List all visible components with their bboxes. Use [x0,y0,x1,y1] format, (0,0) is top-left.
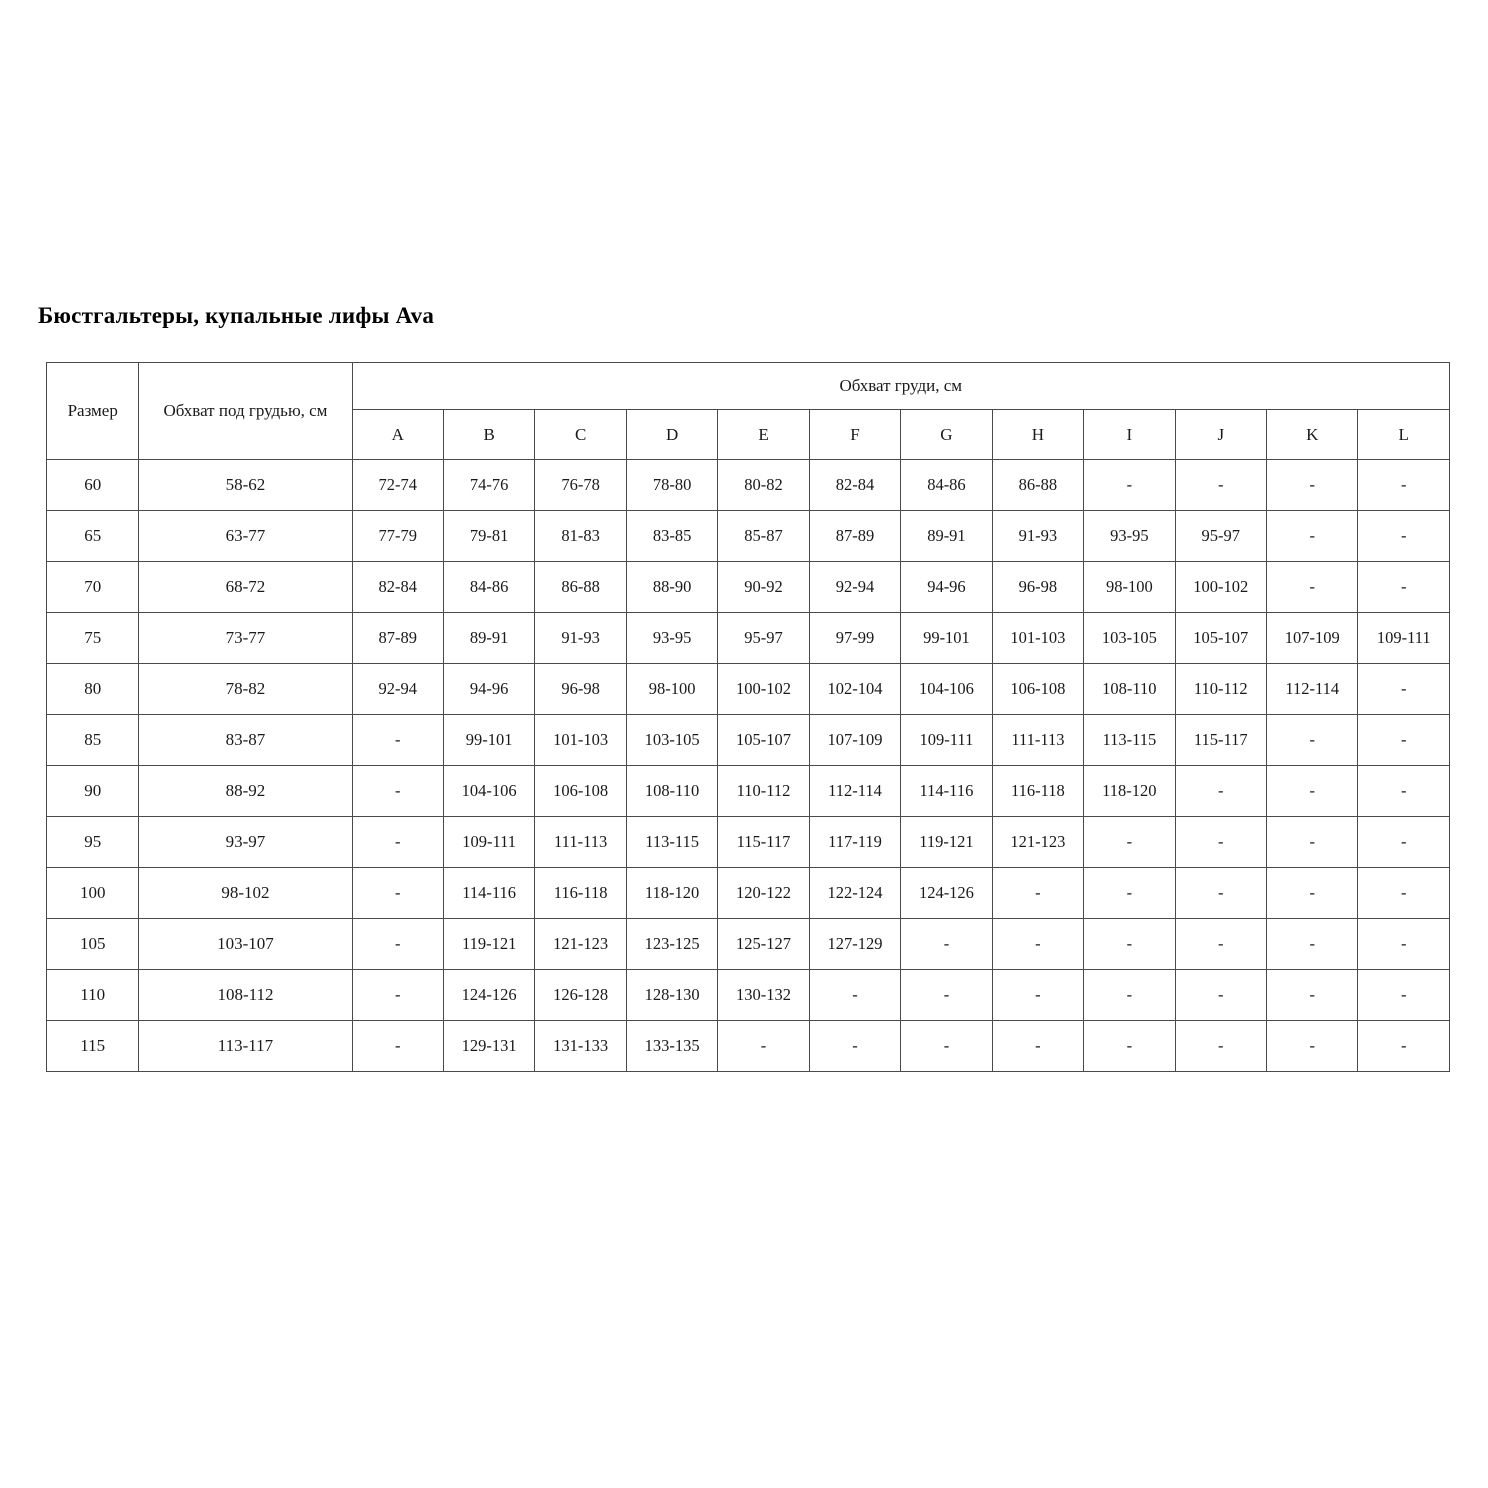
cell-cup-h: 111-113 [992,715,1083,766]
cell-cup-i: - [1084,817,1175,868]
cell-cup-b: 74-76 [443,460,534,511]
cell-cup-i: - [1084,868,1175,919]
cell-cup-g: - [901,970,992,1021]
header-cup-h: H [992,410,1083,460]
cell-underbust: 58-62 [139,460,352,511]
cell-cup-c: 106-108 [535,766,626,817]
cell-cup-k: - [1267,868,1358,919]
table-row [47,460,1450,511]
cell-cup-h: 96-98 [992,562,1083,613]
cell-cup-a: 72-74 [352,460,443,511]
cell-cup-f: 102-104 [809,664,900,715]
cell-underbust: 63-77 [139,511,352,562]
cell-cup-b: 99-101 [443,715,534,766]
cell-cup-e: 90-92 [718,562,809,613]
cell-size: 80 [47,664,139,715]
table-row [47,613,1450,664]
cell-size: 110 [47,970,139,1021]
cell-cup-l: - [1358,511,1450,562]
cell-cup-d: 88-90 [626,562,717,613]
cell-cup-i: 103-105 [1084,613,1175,664]
header-underbust: Обхват под грудью, см [139,363,352,460]
cell-size: 105 [47,919,139,970]
cell-underbust: 88-92 [139,766,352,817]
cell-cup-c: 86-88 [535,562,626,613]
cell-cup-c: 126-128 [535,970,626,1021]
cell-underbust: 98-102 [139,868,352,919]
cell-cup-c: 121-123 [535,919,626,970]
cell-cup-d: 78-80 [626,460,717,511]
cell-cup-h: - [992,1021,1083,1072]
cell-cup-d: 83-85 [626,511,717,562]
header-cup-a: A [352,410,443,460]
cell-cup-k: - [1267,970,1358,1021]
table-head [47,363,1450,460]
table-row [47,511,1450,562]
cell-cup-b: 109-111 [443,817,534,868]
table-body [47,460,1450,1072]
header-cup-b: B [443,410,534,460]
cell-cup-b: 94-96 [443,664,534,715]
cell-cup-g: - [901,1021,992,1072]
cell-cup-e: 80-82 [718,460,809,511]
cell-cup-a: - [352,715,443,766]
header-cup-d: D [626,410,717,460]
cell-cup-k: - [1267,562,1358,613]
cell-cup-b: 89-91 [443,613,534,664]
cell-cup-a: - [352,817,443,868]
cell-cup-k: - [1267,817,1358,868]
cell-cup-d: 128-130 [626,970,717,1021]
cell-cup-b: 124-126 [443,970,534,1021]
cell-size: 100 [47,868,139,919]
size-chart-table [46,362,1450,1072]
cell-cup-g: 104-106 [901,664,992,715]
cell-cup-g: 99-101 [901,613,992,664]
cell-size: 95 [47,817,139,868]
cell-cup-j: - [1175,766,1266,817]
cell-cup-j: - [1175,970,1266,1021]
header-cup-g: G [901,410,992,460]
header-cup-f: F [809,410,900,460]
cell-cup-f: 92-94 [809,562,900,613]
cell-cup-f: - [809,970,900,1021]
cell-cup-l: - [1358,664,1450,715]
cell-cup-f: 97-99 [809,613,900,664]
cell-cup-j: - [1175,817,1266,868]
table-row [47,1021,1450,1072]
cell-cup-d: 98-100 [626,664,717,715]
cell-cup-g: - [901,919,992,970]
cell-cup-i: - [1084,919,1175,970]
cell-underbust: 68-72 [139,562,352,613]
cell-cup-a: - [352,919,443,970]
cell-cup-l: - [1358,460,1450,511]
cell-cup-h: 121-123 [992,817,1083,868]
cell-cup-f: 117-119 [809,817,900,868]
cell-cup-j: 95-97 [1175,511,1266,562]
cell-cup-g: 94-96 [901,562,992,613]
cell-cup-k: - [1267,511,1358,562]
cell-cup-a: - [352,1021,443,1072]
cell-cup-g: 84-86 [901,460,992,511]
cell-cup-e: 95-97 [718,613,809,664]
cell-cup-a: 77-79 [352,511,443,562]
header-size: Размер [47,363,139,460]
cell-cup-j: - [1175,919,1266,970]
cell-cup-h: 116-118 [992,766,1083,817]
cell-underbust: 73-77 [139,613,352,664]
cell-cup-l: - [1358,715,1450,766]
cell-cup-k: 107-109 [1267,613,1358,664]
cell-cup-k: - [1267,715,1358,766]
table-row [47,766,1450,817]
cell-cup-e: 120-122 [718,868,809,919]
header-cup-k: K [1267,410,1358,460]
cell-cup-g: 114-116 [901,766,992,817]
table-row [47,970,1450,1021]
cell-cup-k: - [1267,919,1358,970]
cell-cup-i: 98-100 [1084,562,1175,613]
size-chart-container [46,362,1450,1072]
table-row [47,562,1450,613]
cell-cup-c: 131-133 [535,1021,626,1072]
cell-cup-e: - [718,1021,809,1072]
cell-cup-d: 103-105 [626,715,717,766]
cell-size: 75 [47,613,139,664]
cell-cup-b: 129-131 [443,1021,534,1072]
cell-cup-f: 127-129 [809,919,900,970]
cell-underbust: 113-117 [139,1021,352,1072]
table-row [47,868,1450,919]
cell-cup-j: 105-107 [1175,613,1266,664]
cell-cup-i: 108-110 [1084,664,1175,715]
cell-cup-f: 112-114 [809,766,900,817]
cell-size: 115 [47,1021,139,1072]
cell-cup-f: 107-109 [809,715,900,766]
table-row [47,919,1450,970]
header-row-group [47,363,1450,410]
cell-cup-h: 101-103 [992,613,1083,664]
cell-size: 65 [47,511,139,562]
cell-cup-c: 91-93 [535,613,626,664]
cell-underbust: 83-87 [139,715,352,766]
cell-cup-g: 119-121 [901,817,992,868]
cell-cup-h: - [992,919,1083,970]
cell-cup-b: 79-81 [443,511,534,562]
cell-cup-d: 108-110 [626,766,717,817]
cell-underbust: 108-112 [139,970,352,1021]
cell-cup-l: - [1358,766,1450,817]
cell-cup-k: - [1267,1021,1358,1072]
cell-cup-c: 111-113 [535,817,626,868]
cell-cup-a: 92-94 [352,664,443,715]
cell-cup-k: - [1267,766,1358,817]
cell-cup-d: 133-135 [626,1021,717,1072]
cell-cup-c: 96-98 [535,664,626,715]
cell-cup-c: 81-83 [535,511,626,562]
cell-cup-j: - [1175,868,1266,919]
cell-cup-a: - [352,766,443,817]
cell-cup-d: 113-115 [626,817,717,868]
cell-cup-a: - [352,970,443,1021]
cell-cup-f: 87-89 [809,511,900,562]
header-cup-e: E [718,410,809,460]
cell-cup-b: 114-116 [443,868,534,919]
cell-cup-i: 113-115 [1084,715,1175,766]
cell-cup-l: - [1358,919,1450,970]
cell-cup-f: - [809,1021,900,1072]
cell-cup-l: - [1358,562,1450,613]
table-row [47,664,1450,715]
cell-cup-k: - [1267,460,1358,511]
cell-cup-c: 116-118 [535,868,626,919]
cell-cup-h: 106-108 [992,664,1083,715]
table-row [47,715,1450,766]
cell-cup-j: 115-117 [1175,715,1266,766]
cell-cup-j: - [1175,460,1266,511]
cell-underbust: 78-82 [139,664,352,715]
cell-cup-i: 118-120 [1084,766,1175,817]
cell-cup-g: 124-126 [901,868,992,919]
cell-cup-c: 76-78 [535,460,626,511]
header-bust-group: Обхват груди, см [352,363,1450,410]
cell-cup-i: - [1084,1021,1175,1072]
cell-cup-b: 84-86 [443,562,534,613]
cell-cup-b: 119-121 [443,919,534,970]
cell-cup-b: 104-106 [443,766,534,817]
cell-cup-h: 91-93 [992,511,1083,562]
cell-cup-f: 122-124 [809,868,900,919]
cell-cup-j: 110-112 [1175,664,1266,715]
cell-cup-a: - [352,868,443,919]
cell-cup-h: - [992,868,1083,919]
cell-cup-j: - [1175,1021,1266,1072]
cell-cup-e: 85-87 [718,511,809,562]
cell-cup-l: 109-111 [1358,613,1450,664]
cell-underbust: 93-97 [139,817,352,868]
cell-cup-l: - [1358,868,1450,919]
cell-size: 60 [47,460,139,511]
cell-cup-e: 110-112 [718,766,809,817]
cell-cup-f: 82-84 [809,460,900,511]
cell-cup-i: 93-95 [1084,511,1175,562]
cell-cup-e: 130-132 [718,970,809,1021]
cell-cup-j: 100-102 [1175,562,1266,613]
cell-cup-a: 82-84 [352,562,443,613]
cell-cup-d: 93-95 [626,613,717,664]
header-cup-j: J [1175,410,1266,460]
cell-cup-h: 86-88 [992,460,1083,511]
cell-underbust: 103-107 [139,919,352,970]
cell-cup-h: - [992,970,1083,1021]
cell-cup-d: 123-125 [626,919,717,970]
cell-size: 85 [47,715,139,766]
cell-cup-c: 101-103 [535,715,626,766]
cell-cup-l: - [1358,970,1450,1021]
cell-cup-l: - [1358,1021,1450,1072]
cell-cup-e: 100-102 [718,664,809,715]
table-row [47,817,1450,868]
cell-cup-e: 125-127 [718,919,809,970]
header-cup-l: L [1358,410,1450,460]
header-cup-c: C [535,410,626,460]
cell-cup-g: 109-111 [901,715,992,766]
page-title: Бюстгальтеры, купальные лифы Ava [38,303,435,328]
cell-cup-i: - [1084,460,1175,511]
cell-size: 90 [47,766,139,817]
cell-cup-g: 89-91 [901,511,992,562]
cell-cup-a: 87-89 [352,613,443,664]
cell-size: 70 [47,562,139,613]
cell-cup-d: 118-120 [626,868,717,919]
cell-cup-k: 112-114 [1267,664,1358,715]
cell-cup-i: - [1084,970,1175,1021]
header-cup-i: I [1084,410,1175,460]
cell-cup-l: - [1358,817,1450,868]
cell-cup-e: 105-107 [718,715,809,766]
cell-cup-e: 115-117 [718,817,809,868]
